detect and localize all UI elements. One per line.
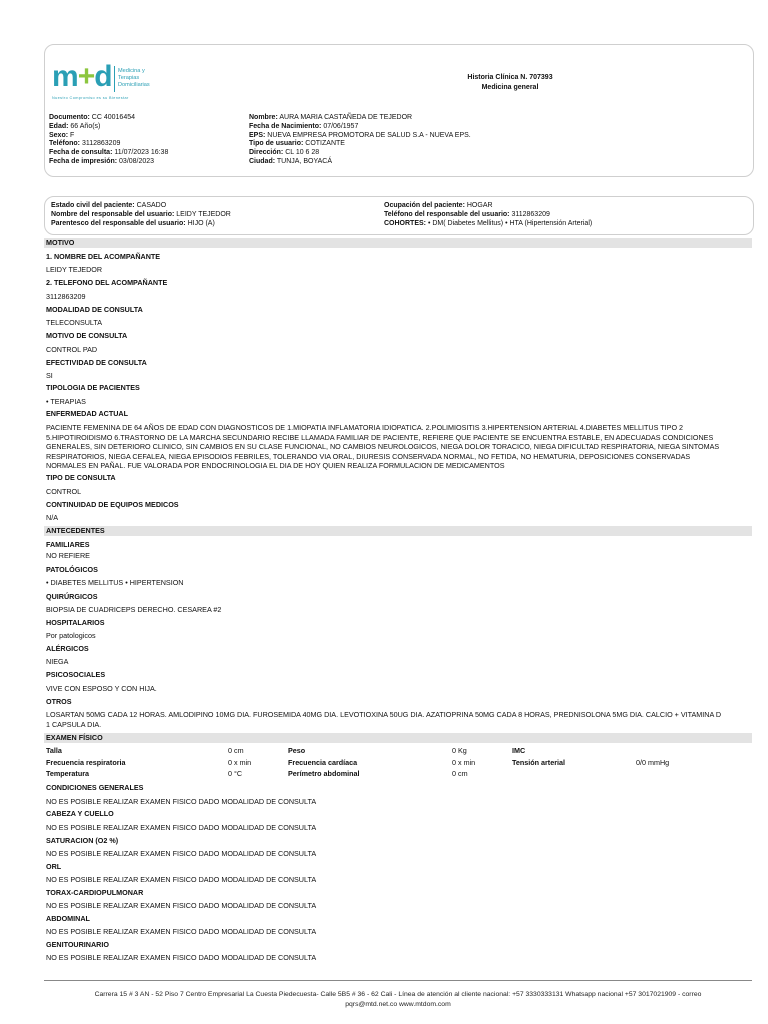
info-label: COHORTES: [384,219,426,227]
info-label: Nombre: [249,114,278,121]
info-value: CC 40016454 [91,114,135,121]
info-label: Dirección: [249,149,284,157]
field-label: PATOLÓGICOS [46,565,98,574]
field-label: GENITOURINARIO [46,940,109,949]
field-value: • DIABETES MELLITUS • HIPERTENSION [46,578,184,587]
vital-value: 0 x min [228,758,252,767]
info-row [249,123,471,132]
vital-value: 0 cm [228,746,244,755]
field-value: CONTROL PAD [46,345,98,354]
record-title-block [440,73,580,92]
info-label: Tipo de usuario: [249,140,304,148]
vital-label: Tensión arterial [512,758,565,767]
field-label: PSICOSOCIALES [46,670,106,679]
record-title: Historia Clínica N. 707393 [467,74,553,81]
vital-label: Temperatura [46,769,90,778]
field-label: CABEZA Y CUELLO [46,809,114,818]
field-value: SI [46,371,53,380]
info-value: LEIDY TEJEDOR [176,210,231,218]
vital-label: Frecuencia respiratoria [46,758,126,767]
info-label: Fecha de impresión: [49,157,118,165]
field-label: FAMILIARES [46,540,90,549]
field-value: NO ES POSIBLE REALIZAR EXAMEN FISICO DADO MODALIDAD DE CONSULTA [46,875,317,884]
info-value: HIJO (A) [187,219,215,227]
field-value: NO ES POSIBLE REALIZAR EXAMEN FISICO DADO MODALIDAD DE CONSULTA [46,849,317,858]
info-value: NUEVA EMPRESA PROMOTORA DE SALUD S.A - NUEVA EPS. [267,131,471,139]
logo-subtitle: Medicina y Terapias Domiciliarias [118,68,150,88]
patient-info-left [49,114,168,167]
field-value: NO ES POSIBLE REALIZAR EXAMEN FISICO DADO MODALIDAD DE CONSULTA [46,823,317,832]
field-label: HOSPITALARIOS [46,618,105,627]
field-label: SATURACION (O2 %) [46,836,119,845]
vital-value: 0 °C [228,769,243,778]
field-label: EFECTIVIDAD DE CONSULTA [46,358,147,367]
info-value: • DM( Diabetes Mellitus) • HTA (Hipertensión Arterial) [427,219,593,227]
logo-slogan: Nuestro Compromiso es su Bienestar [52,96,129,100]
patient-extra-left [51,202,231,228]
section-motivo: MOTIVO [44,238,752,248]
info-row [49,114,168,123]
field-value: Por patologicos [46,631,96,640]
patient-extra-right [384,202,592,228]
info-row [49,123,168,132]
info-value: 07/06/1957 [323,122,359,130]
field-label: QUIRÚRGICOS [46,592,98,601]
field-value: NO ES POSIBLE REALIZAR EXAMEN FISICO DADO MODALIDAD DE CONSULTA [46,797,317,806]
info-value: COTIZANTE [305,140,345,148]
info-value: AURA MARIA CASTAÑEDA DE TEJEDOR [279,114,413,121]
info-row [49,140,168,149]
patient-info-right [249,114,471,167]
vital-value: 0 x min [452,758,476,767]
footer-divider [44,980,752,981]
info-label: Fecha de Nacimiento: [249,122,322,130]
field-label: TIPO DE CONSULTA [46,473,116,482]
info-label: Ciudad: [249,157,276,165]
info-value: F [70,131,75,139]
vital-label: Perímetro abdominal [288,769,360,778]
field-value: NO ES POSIBLE REALIZAR EXAMEN FISICO DADO MODALIDAD DE CONSULTA [46,953,317,962]
info-row [51,202,231,211]
field-value: N/A [46,513,58,522]
field-label: 1. NOMBRE DEL ACOMPAÑANTE [46,252,161,261]
info-row [384,202,592,211]
info-label: Estado civil del paciente: [51,202,135,209]
info-row [249,149,471,158]
field-value: TELECONSULTA [46,318,103,327]
info-label: Parentesco del responsable del usuario: [51,219,186,227]
info-row [249,114,471,123]
logo-mark: m+d [52,60,112,93]
field-value: NO REFIERE [46,551,90,560]
info-row [51,211,231,220]
record-subtitle: Medicina general [481,83,539,91]
info-value: 3112863209 [511,210,550,218]
field-label: ALÉRGICOS [46,644,89,653]
vital-label: IMC [512,746,526,755]
vital-value: 0 cm [452,769,468,778]
field-value: 3112863209 [46,292,86,301]
field-label: MOTIVO DE CONSULTA [46,331,128,340]
field-value: NO ES POSIBLE REALIZAR EXAMEN FISICO DADO MODALIDAD DE CONSULTA [46,901,317,910]
vital-value: 0/0 mmHg [636,758,670,767]
info-label: Teléfono del responsable del usuario: [384,210,510,218]
info-value: TUNJA, BOYACÁ [276,157,332,165]
vital-label: Frecuencia cardíaca [288,758,358,767]
vital-value: 0 Kg [452,746,467,755]
field-label: CONDICIONES GENERALES [46,783,144,792]
info-value: 03/08/2023 [119,157,155,165]
field-value: BIOPSIA DE CUADRICEPS DERECHO. CESAREA #2 [46,605,222,614]
info-row [249,158,471,167]
field-label: OTROS [46,697,72,706]
info-value: HOGAR [466,202,493,209]
info-row [51,220,231,229]
vital-label: Peso [288,746,306,755]
field-label: ORL [46,862,62,871]
info-value: 3112863209 [81,140,121,148]
info-row [49,149,168,158]
info-row [249,132,471,141]
field-label: ENFERMEDAD ACTUAL [46,409,128,418]
field-label: CONTINUIDAD DE EQUIPOS MEDICOS [46,500,179,509]
field-value: VIVE CON ESPOSO Y CON HIJA. [46,684,157,693]
footer-address: Carrera 15 # 3 AN - 52 Piso 7 Centro Empresarial La Cuesta Piedecuesta- Calle 5B5 # 36 - 62 Cali - Línea de atención al cliente nacional: +57 3330333131 Whatsapp nacional +57 3017021909 - correo [94,991,702,998]
info-label: Edad: [49,122,69,130]
field-value: NO ES POSIBLE REALIZAR EXAMEN FISICO DADO MODALIDAD DE CONSULTA [46,927,317,936]
field-value: LEIDY TEJEDOR [46,265,103,274]
field-value: PACIENTE FEMENINA DE 64 AÑOS DE EDAD CON DIAGNOSTICOS DE 1.MIOPATIA INFLAMATORIA IDIOPATICA. 2.POLIMIOSITIS 3.HIPERTENSION ARTERIAL 4.DIABETES MELLITUS TIPO 2 5.HIPOTIROIDISMO 6.TRASTORNO DE LA MARCHA SECUNDARIO RECIBE LLAMADA FAMILIAR DE PACIENTE, REFIERE QUE PACIENTE SE ENCUENTRA ESTABLE, EN ADECUADAS CONDICIONES GENERALES, SIN DETERIORO CLINICO, SIN CAMBIOS EN SU CLASE FUNCIONAL, NO CAMBIOS NEUROLOGICOS, NIEGA DOLOR TORACICO, NIEGA DIFICULTAD RESPIRATORIA, NIEGA SINTOMAS RESPIRATORIOS, NIEGA CEFALEA, NIEGA EPISODIOS FEBRILES, TOLERANDO VIA ORAL, DIURESIS CONSERVADA NORMAL, NO FETIDA, NO HEMATURIA, DEPOSICIONES CONSERVADAS NORMALES EN PAÑAL. FUE VALORADA POR ENDOCRINOLOGIA EL DIA DE HOY QUIEN REALIZA FORMULACION DE MEDICAMENTOS [46,423,720,470]
vital-label: Talla [46,746,62,755]
info-row [249,140,471,149]
info-label: Fecha de consulta: [49,149,113,157]
info-row [49,158,168,167]
footer-contact: pqrs@mtd.net.co www.mtdom.com [345,1000,451,1008]
info-label: Ocupación del paciente: [384,202,465,209]
info-value: 11/07/2023 16:38 [114,149,169,157]
info-row [384,220,592,229]
field-label: TORAX-CARDIOPULMONAR [46,888,144,897]
company-logo [52,60,162,106]
info-label: EPS: [249,131,266,139]
field-value: CONTROL [46,487,82,496]
info-value: 66 Año(s) [70,122,101,130]
field-label: ABDOMINAL [46,914,90,923]
info-value: CL 10 6 28 [285,149,320,157]
info-row [384,211,592,220]
section-antecedentes: ANTECEDENTES [44,526,752,536]
footer [44,990,752,1009]
field-label: 2. TELEFONO DEL ACOMPAÑANTE [46,278,168,287]
info-row [49,132,168,141]
field-label: MODALIDAD DE CONSULTA [46,305,143,314]
section-examen-fisico: EXAMEN FÍSICO [44,733,752,743]
info-value: CASADO [136,202,167,209]
info-label: Documento: [49,114,90,121]
field-label: TIPOLOGIA DE PACIENTES [46,383,140,392]
field-value: LOSARTAN 50MG CADA 12 HORAS. AMLODIPINO 10MG DIA. FUROSEMIDA 40MG DIA. LEVOTIOXINA 50UG DIA. AZATIOPRINA 50MG CADA 8 HORAS, PREDNISOLONA 5MG DIA. CALCIO + VITAMINA D 1 CAPSULA DIA. [46,710,722,729]
info-label: Sexo: [49,131,69,139]
info-label: Teléfono: [49,140,80,148]
info-label: Nombre del responsable del usuario: [51,210,175,218]
field-value: • TERAPIAS [46,397,86,406]
field-value: NIEGA [46,657,69,666]
